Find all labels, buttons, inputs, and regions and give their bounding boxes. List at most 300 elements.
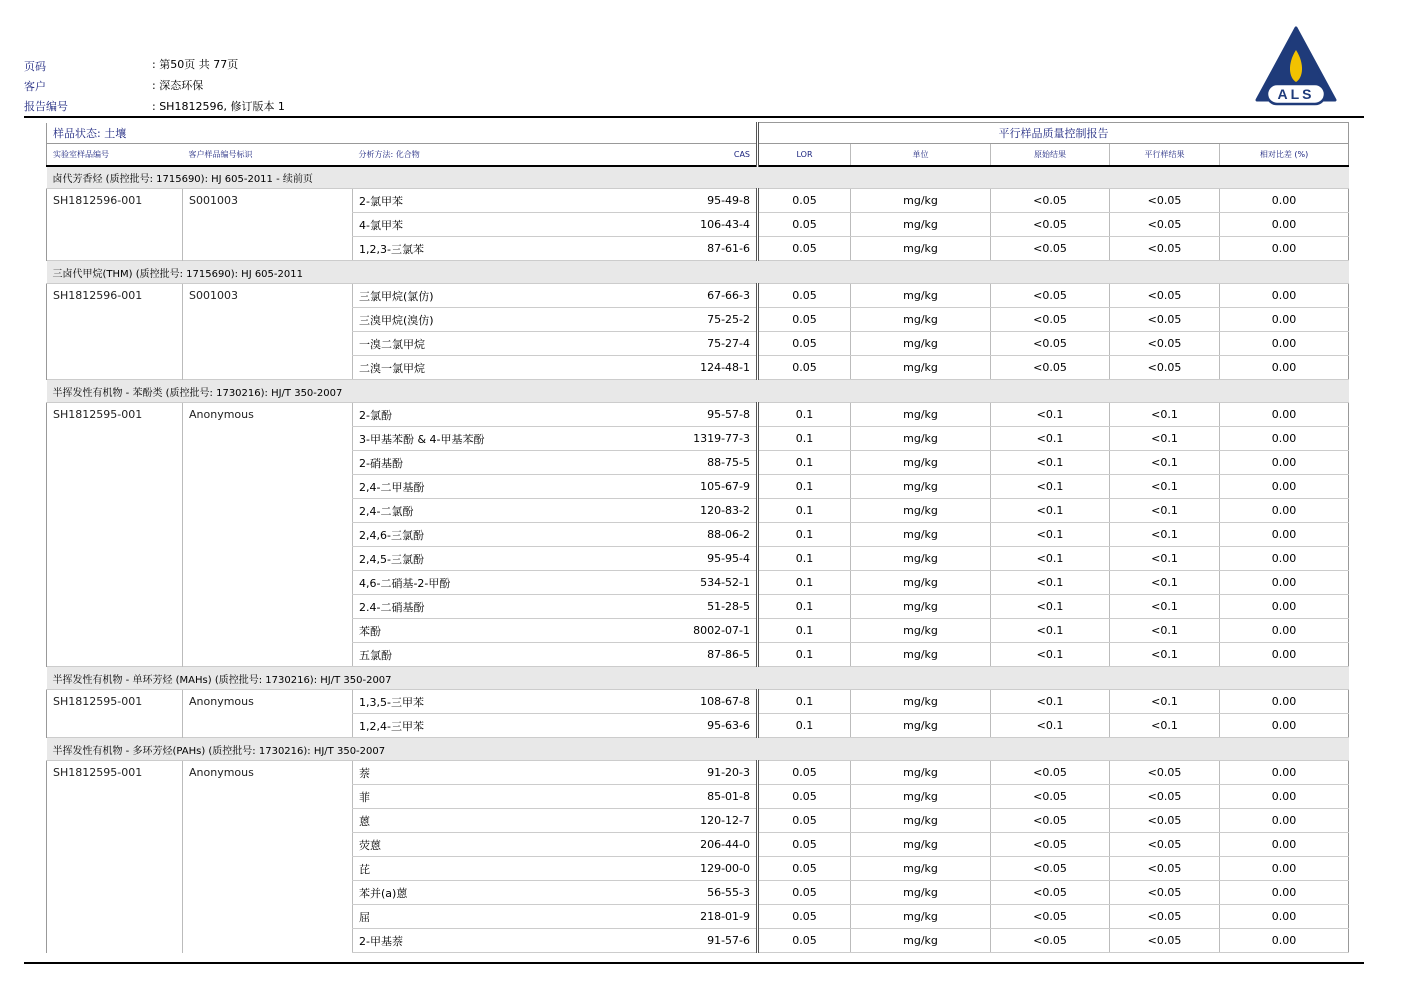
- lor-value: 0.05: [758, 189, 851, 213]
- lab-sample-id: [47, 213, 183, 237]
- duplicate-result: <0.05: [1110, 284, 1220, 308]
- col-client-sample-id: 客户样品编号标识: [183, 144, 353, 166]
- compound-name: 2,4-二氯酚: [353, 499, 588, 523]
- bottom-divider: [24, 962, 1364, 964]
- cas-number: 51-28-5: [588, 595, 758, 619]
- duplicate-result: <0.05: [1110, 857, 1220, 881]
- lab-sample-id: [47, 714, 183, 738]
- rpd-value: 0.00: [1220, 284, 1349, 308]
- original-result: <0.1: [991, 547, 1110, 571]
- table-row: [47, 213, 1349, 237]
- col-cas: CAS: [588, 144, 758, 166]
- analysis-group-header: [47, 166, 1349, 189]
- duplicate-result: <0.1: [1110, 595, 1220, 619]
- compound-name: 五氯酚: [353, 643, 588, 667]
- unit-value: mg/kg: [851, 905, 991, 929]
- unit-value: mg/kg: [851, 332, 991, 356]
- client-sample-id: [183, 809, 353, 833]
- rpd-value: 0.00: [1220, 833, 1349, 857]
- lor-value: 0.1: [758, 403, 851, 427]
- compound-name: 菲: [353, 785, 588, 809]
- client-sample-id: Anonymous: [183, 761, 353, 785]
- lor-value: 0.1: [758, 451, 851, 475]
- original-result: <0.1: [991, 571, 1110, 595]
- svg-text:ALS: ALS: [1277, 86, 1315, 102]
- table-row: [47, 284, 1349, 308]
- original-result: <0.05: [991, 833, 1110, 857]
- duplicate-result: <0.1: [1110, 690, 1220, 714]
- rpd-value: 0.00: [1220, 785, 1349, 809]
- lor-value: 0.05: [758, 881, 851, 905]
- client-sample-id: [183, 929, 353, 953]
- compound-name: 三溴甲烷(溴仿): [353, 308, 588, 332]
- lab-sample-id: [47, 619, 183, 643]
- cas-number: 106-43-4: [588, 213, 758, 237]
- lab-sample-id: [47, 881, 183, 905]
- unit-value: mg/kg: [851, 785, 991, 809]
- lor-value: 0.05: [758, 761, 851, 785]
- unit-value: mg/kg: [851, 403, 991, 427]
- original-result: <0.05: [991, 785, 1110, 809]
- rpd-value: 0.00: [1220, 189, 1349, 213]
- duplicate-result: <0.1: [1110, 475, 1220, 499]
- duplicate-result: <0.1: [1110, 547, 1220, 571]
- lab-sample-id: [47, 308, 183, 332]
- lab-sample-id: [47, 427, 183, 451]
- table-row: [47, 761, 1349, 785]
- lor-value: 0.1: [758, 714, 851, 738]
- unit-value: mg/kg: [851, 189, 991, 213]
- duplicate-result: <0.1: [1110, 451, 1220, 475]
- lab-sample-id: [47, 571, 183, 595]
- table-row: [47, 595, 1349, 619]
- unit-value: mg/kg: [851, 571, 991, 595]
- duplicate-result: <0.1: [1110, 714, 1220, 738]
- table-row: [47, 833, 1349, 857]
- sample-state: 样品状态: 土壤: [47, 123, 758, 144]
- qc-duplicate-table: [46, 122, 1349, 953]
- client-sample-id: [183, 785, 353, 809]
- lab-sample-id: [47, 451, 183, 475]
- original-result: <0.05: [991, 809, 1110, 833]
- lab-sample-id: [47, 356, 183, 380]
- original-result: <0.05: [991, 761, 1110, 785]
- original-result: <0.1: [991, 643, 1110, 667]
- unit-value: mg/kg: [851, 237, 991, 261]
- qc-report-title: 平行样品质量控制报告: [758, 123, 1349, 144]
- lor-value: 0.05: [758, 213, 851, 237]
- cas-number: 95-63-6: [588, 714, 758, 738]
- table-row: [47, 690, 1349, 714]
- compound-name: 蒽: [353, 809, 588, 833]
- client-sample-id: [183, 499, 353, 523]
- table-row: [47, 809, 1349, 833]
- original-result: <0.05: [991, 237, 1110, 261]
- lab-sample-id: SH1812596-001: [47, 284, 183, 308]
- rpd-value: 0.00: [1220, 571, 1349, 595]
- lor-value: 0.05: [758, 356, 851, 380]
- rpd-value: 0.00: [1220, 929, 1349, 953]
- lor-value: 0.1: [758, 643, 851, 667]
- compound-name: 苯并(a)蒽: [353, 881, 588, 905]
- client-sample-id: [183, 905, 353, 929]
- rpd-value: 0.00: [1220, 881, 1349, 905]
- client-sample-id: [183, 451, 353, 475]
- client-sample-id: [183, 547, 353, 571]
- unit-value: mg/kg: [851, 427, 991, 451]
- lab-sample-id: [47, 833, 183, 857]
- duplicate-result: <0.05: [1110, 356, 1220, 380]
- column-header-row: [47, 144, 1349, 166]
- duplicate-result: <0.1: [1110, 403, 1220, 427]
- table-row: [47, 619, 1349, 643]
- table-row: [47, 475, 1349, 499]
- duplicate-result: <0.05: [1110, 833, 1220, 857]
- table-row: [47, 308, 1349, 332]
- lor-value: 0.1: [758, 523, 851, 547]
- client-sample-id: [183, 857, 353, 881]
- cas-number: 56-55-3: [588, 881, 758, 905]
- page-number-label: 页码: [24, 60, 46, 73]
- compound-name: 萘: [353, 761, 588, 785]
- col-duplicate-result: 平行样结果: [1110, 144, 1220, 166]
- cas-number: 120-12-7: [588, 809, 758, 833]
- table-row: [47, 499, 1349, 523]
- original-result: <0.05: [991, 332, 1110, 356]
- original-result: <0.05: [991, 857, 1110, 881]
- original-result: <0.1: [991, 619, 1110, 643]
- rpd-value: 0.00: [1220, 356, 1349, 380]
- cas-number: 534-52-1: [588, 571, 758, 595]
- cas-number: 120-83-2: [588, 499, 758, 523]
- cas-number: 105-67-9: [588, 475, 758, 499]
- duplicate-result: <0.1: [1110, 499, 1220, 523]
- cas-number: 129-00-0: [588, 857, 758, 881]
- client-sample-id: [183, 643, 353, 667]
- original-result: <0.1: [991, 427, 1110, 451]
- original-result: <0.1: [991, 523, 1110, 547]
- rpd-value: 0.00: [1220, 475, 1349, 499]
- lor-value: 0.05: [758, 929, 851, 953]
- client-sample-id: [183, 714, 353, 738]
- client-sample-id: Anonymous: [183, 690, 353, 714]
- unit-value: mg/kg: [851, 881, 991, 905]
- unit-value: mg/kg: [851, 284, 991, 308]
- compound-name: 2.4-二硝基酚: [353, 595, 588, 619]
- unit-value: mg/kg: [851, 619, 991, 643]
- client-sample-id: [183, 523, 353, 547]
- unit-value: mg/kg: [851, 213, 991, 237]
- cas-number: 75-27-4: [588, 332, 758, 356]
- unit-value: mg/kg: [851, 857, 991, 881]
- analysis-group-header: [47, 261, 1349, 284]
- rpd-value: 0.00: [1220, 547, 1349, 571]
- analysis-group-header: [47, 380, 1349, 403]
- compound-name: 2-氯酚: [353, 403, 588, 427]
- lab-sample-id: [47, 905, 183, 929]
- rpd-value: 0.00: [1220, 857, 1349, 881]
- cas-number: 88-06-2: [588, 523, 758, 547]
- unit-value: mg/kg: [851, 833, 991, 857]
- rpd-value: 0.00: [1220, 619, 1349, 643]
- lab-sample-id: SH1812595-001: [47, 761, 183, 785]
- col-lor: LOR: [758, 144, 851, 166]
- cas-number: 88-75-5: [588, 451, 758, 475]
- rpd-value: 0.00: [1220, 714, 1349, 738]
- table-row: [47, 523, 1349, 547]
- lab-sample-id: [47, 475, 183, 499]
- group-title: 半挥发性有机物 - 多环芳烃(PAHs) (质控批号: 1730216): HJ/T 350-2007: [47, 738, 1349, 761]
- unit-value: mg/kg: [851, 761, 991, 785]
- compound-name: 一溴二氯甲烷: [353, 332, 588, 356]
- cas-number: 8002-07-1: [588, 619, 758, 643]
- duplicate-result: <0.05: [1110, 881, 1220, 905]
- table-row: [47, 427, 1349, 451]
- rpd-value: 0.00: [1220, 523, 1349, 547]
- compound-name: 芘: [353, 857, 588, 881]
- client-value: : 深态环保: [152, 79, 204, 92]
- cas-number: 95-95-4: [588, 547, 758, 571]
- rpd-value: 0.00: [1220, 643, 1349, 667]
- col-method-compound: 分析方法: 化合物: [353, 144, 588, 166]
- client-sample-id: [183, 356, 353, 380]
- client-sample-id: Anonymous: [183, 403, 353, 427]
- cas-number: 67-66-3: [588, 284, 758, 308]
- analysis-group-header: [47, 667, 1349, 690]
- compound-name: 2,4-二甲基酚: [353, 475, 588, 499]
- cas-number: 87-86-5: [588, 643, 758, 667]
- sample-state-row: [47, 123, 1349, 144]
- lor-value: 0.1: [758, 690, 851, 714]
- client-sample-id: [183, 332, 353, 356]
- table-row: [47, 237, 1349, 261]
- lab-sample-id: [47, 929, 183, 953]
- original-result: <0.05: [991, 284, 1110, 308]
- lor-value: 0.1: [758, 571, 851, 595]
- report-number-label: 报告编号: [24, 100, 68, 113]
- cas-number: 124-48-1: [588, 356, 758, 380]
- lab-sample-id: [47, 857, 183, 881]
- lab-sample-id: [47, 595, 183, 619]
- duplicate-result: <0.05: [1110, 237, 1220, 261]
- rpd-value: 0.00: [1220, 499, 1349, 523]
- rpd-value: 0.00: [1220, 332, 1349, 356]
- table-row: [47, 403, 1349, 427]
- table-row: [47, 857, 1349, 881]
- compound-name: 二溴一氯甲烷: [353, 356, 588, 380]
- lor-value: 0.05: [758, 857, 851, 881]
- compound-name: 1,3,5-三甲苯: [353, 690, 588, 714]
- lor-value: 0.05: [758, 905, 851, 929]
- client-sample-id: [183, 833, 353, 857]
- group-title: 三卤代甲烷(THM) (质控批号: 1715690): HJ 605-2011: [47, 261, 1349, 284]
- duplicate-result: <0.1: [1110, 619, 1220, 643]
- page-number-value: : 第50页 共 77页: [152, 58, 239, 71]
- unit-value: mg/kg: [851, 499, 991, 523]
- lor-value: 0.1: [758, 475, 851, 499]
- lor-value: 0.1: [758, 499, 851, 523]
- rpd-value: 0.00: [1220, 809, 1349, 833]
- duplicate-result: <0.05: [1110, 213, 1220, 237]
- unit-value: mg/kg: [851, 547, 991, 571]
- duplicate-result: <0.05: [1110, 332, 1220, 356]
- cas-number: 108-67-8: [588, 690, 758, 714]
- client-sample-id: [183, 213, 353, 237]
- table-row: [47, 451, 1349, 475]
- duplicate-result: <0.05: [1110, 761, 1220, 785]
- lor-value: 0.05: [758, 308, 851, 332]
- client-label: 客户: [24, 80, 46, 93]
- table-row: [47, 905, 1349, 929]
- compound-name: 3-甲基苯酚 & 4-甲基苯酚: [353, 427, 588, 451]
- compound-name: 4-氯甲苯: [353, 213, 588, 237]
- unit-value: mg/kg: [851, 809, 991, 833]
- unit-value: mg/kg: [851, 690, 991, 714]
- lor-value: 0.05: [758, 809, 851, 833]
- lab-sample-id: [47, 523, 183, 547]
- table-row: [47, 189, 1349, 213]
- table-row: [47, 714, 1349, 738]
- group-title: 卤代芳香烃 (质控批号: 1715690): HJ 605-2011 - 续前页: [47, 166, 1349, 189]
- report-number-value: : SH1812596, 修订版本 1: [152, 100, 285, 113]
- lor-value: 0.1: [758, 427, 851, 451]
- client-sample-id: [183, 475, 353, 499]
- lor-value: 0.1: [758, 547, 851, 571]
- compound-name: 2-硝基酚: [353, 451, 588, 475]
- duplicate-result: <0.05: [1110, 929, 1220, 953]
- lor-value: 0.05: [758, 332, 851, 356]
- client-sample-id: [183, 427, 353, 451]
- lor-value: 0.1: [758, 619, 851, 643]
- duplicate-result: <0.05: [1110, 189, 1220, 213]
- lab-sample-id: SH1812595-001: [47, 690, 183, 714]
- cas-number: 95-49-8: [588, 189, 758, 213]
- lor-value: 0.05: [758, 237, 851, 261]
- table-row: [47, 356, 1349, 380]
- unit-value: mg/kg: [851, 643, 991, 667]
- col-unit: 单位: [851, 144, 991, 166]
- original-result: <0.05: [991, 308, 1110, 332]
- als-logo: [1253, 24, 1339, 108]
- unit-value: mg/kg: [851, 595, 991, 619]
- compound-name: 屈: [353, 905, 588, 929]
- cas-number: 91-20-3: [588, 761, 758, 785]
- duplicate-result: <0.05: [1110, 785, 1220, 809]
- compound-name: 4,6-二硝基-2-甲酚: [353, 571, 588, 595]
- original-result: <0.05: [991, 189, 1110, 213]
- unit-value: mg/kg: [851, 714, 991, 738]
- cas-number: 95-57-8: [588, 403, 758, 427]
- lor-value: 0.05: [758, 833, 851, 857]
- group-title: 半挥发性有机物 - 单环芳烃 (MAHs) (质控批号: 1730216): HJ/T 350-2007: [47, 667, 1349, 690]
- compound-name: 2,4,5-三氯酚: [353, 547, 588, 571]
- original-result: <0.1: [991, 403, 1110, 427]
- compound-name: 1,2,4-三甲苯: [353, 714, 588, 738]
- duplicate-result: <0.05: [1110, 809, 1220, 833]
- original-result: <0.1: [991, 714, 1110, 738]
- client-sample-id: S001003: [183, 189, 353, 213]
- group-title: 半挥发性有机物 - 苯酚类 (质控批号: 1730216): HJ/T 350-2007: [47, 380, 1349, 403]
- original-result: <0.1: [991, 690, 1110, 714]
- lab-sample-id: [47, 499, 183, 523]
- cas-number: 87-61-6: [588, 237, 758, 261]
- client-sample-id: [183, 881, 353, 905]
- client-sample-id: [183, 237, 353, 261]
- rpd-value: 0.00: [1220, 451, 1349, 475]
- lab-sample-id: [47, 643, 183, 667]
- table-row: [47, 571, 1349, 595]
- lab-sample-id: SH1812595-001: [47, 403, 183, 427]
- table-row: [47, 929, 1349, 953]
- cas-number: 85-01-8: [588, 785, 758, 809]
- cas-number: 206-44-0: [588, 833, 758, 857]
- original-result: <0.05: [991, 905, 1110, 929]
- compound-name: 苯酚: [353, 619, 588, 643]
- duplicate-result: <0.1: [1110, 571, 1220, 595]
- duplicate-result: <0.1: [1110, 427, 1220, 451]
- unit-value: mg/kg: [851, 308, 991, 332]
- compound-name: 2,4,6-三氯酚: [353, 523, 588, 547]
- cas-number: 91-57-6: [588, 929, 758, 953]
- client-sample-id: S001003: [183, 284, 353, 308]
- rpd-value: 0.00: [1220, 403, 1349, 427]
- table-row: [47, 332, 1349, 356]
- table-row: [47, 643, 1349, 667]
- lab-sample-id: [47, 332, 183, 356]
- duplicate-result: <0.05: [1110, 308, 1220, 332]
- col-lab-sample-id: 实验室样品编号: [47, 144, 183, 166]
- compound-name: 三氯甲烷(氯仿): [353, 284, 588, 308]
- client-sample-id: [183, 571, 353, 595]
- client-sample-id: [183, 308, 353, 332]
- table-row: [47, 881, 1349, 905]
- lor-value: 0.05: [758, 785, 851, 809]
- duplicate-result: <0.1: [1110, 523, 1220, 547]
- unit-value: mg/kg: [851, 929, 991, 953]
- compound-name: 1,2,3-三氯苯: [353, 237, 588, 261]
- rpd-value: 0.00: [1220, 595, 1349, 619]
- rpd-value: 0.00: [1220, 690, 1349, 714]
- compound-name: 荧蒽: [353, 833, 588, 857]
- rpd-value: 0.00: [1220, 308, 1349, 332]
- original-result: <0.1: [991, 595, 1110, 619]
- unit-value: mg/kg: [851, 356, 991, 380]
- rpd-value: 0.00: [1220, 905, 1349, 929]
- rpd-value: 0.00: [1220, 761, 1349, 785]
- lab-sample-id: SH1812596-001: [47, 189, 183, 213]
- original-result: <0.1: [991, 475, 1110, 499]
- lab-sample-id: [47, 785, 183, 809]
- table-row: [47, 547, 1349, 571]
- col-rpd: 相对比差 (%): [1220, 144, 1349, 166]
- lab-sample-id: [47, 237, 183, 261]
- original-result: <0.1: [991, 451, 1110, 475]
- original-result: <0.05: [991, 356, 1110, 380]
- cas-number: 1319-77-3: [588, 427, 758, 451]
- unit-value: mg/kg: [851, 523, 991, 547]
- top-divider: [24, 116, 1364, 118]
- lab-sample-id: [47, 547, 183, 571]
- unit-value: mg/kg: [851, 451, 991, 475]
- rpd-value: 0.00: [1220, 237, 1349, 261]
- original-result: <0.1: [991, 499, 1110, 523]
- compound-name: 2-氯甲苯: [353, 189, 588, 213]
- lor-value: 0.1: [758, 595, 851, 619]
- compound-name: 2-甲基萘: [353, 929, 588, 953]
- original-result: <0.05: [991, 881, 1110, 905]
- original-result: <0.05: [991, 929, 1110, 953]
- original-result: <0.05: [991, 213, 1110, 237]
